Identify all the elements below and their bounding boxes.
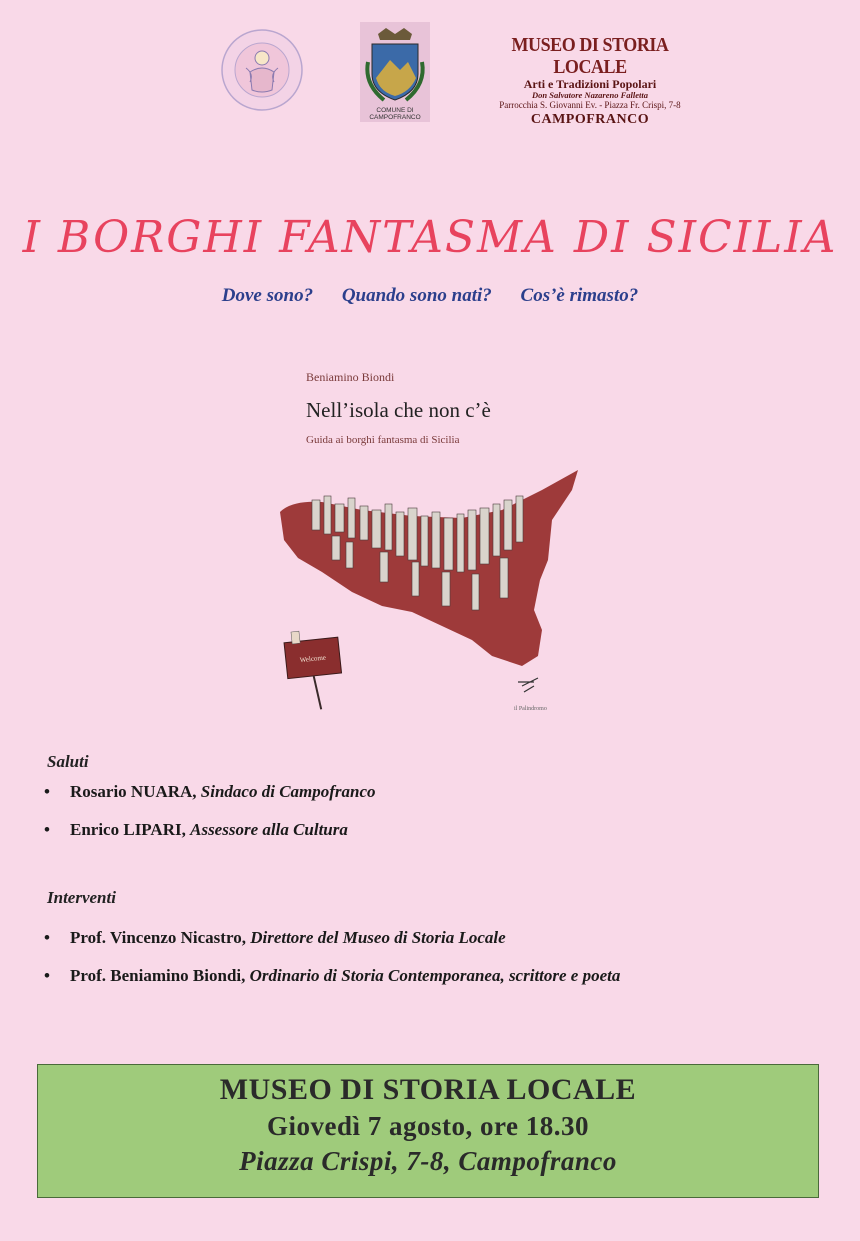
svg-text:CAMPOFRANCO: CAMPOFRANCO — [369, 114, 421, 121]
museum-header — [470, 34, 710, 128]
speaker-role: Sindaco di Campofranco — [200, 782, 376, 801]
speaker-role: Ordinario di Storia Contemporanea, scrittore e poeta — [249, 966, 621, 985]
speaker-name: Prof. Beniamino Biondi, — [70, 966, 246, 985]
museum-city: CAMPOFRANCO — [530, 112, 650, 128]
museum-name: MUSEO DI STORIA LOCALE — [511, 34, 669, 78]
museum-address: Parrocchia S. Giovanni Ev. - Piazza Fr. Crispi, 7-8 — [499, 99, 681, 110]
interventi-item-2 — [44, 966, 620, 986]
speaker-name: Prof. Vincenzo Nicastro, — [70, 928, 246, 947]
event-info-box — [37, 1064, 819, 1198]
event-address: Piazza Crispi, 7-8, Campofranco — [239, 1146, 617, 1176]
page-title: I BORGHI FANTASMA DI SICILIA — [22, 212, 838, 263]
interventi-heading: Interventi — [47, 888, 116, 907]
museum-founder: Don Salvatore Nazareno Falletta — [532, 90, 648, 101]
bullet-icon: • — [44, 820, 50, 839]
question-2: Quando sono nati? — [341, 285, 492, 306]
saluti-heading: Saluti — [47, 752, 89, 771]
museum-subtitle: Arti e Tradizioni Popolari — [523, 77, 657, 91]
publisher-logo-icon — [518, 678, 538, 692]
speaker-name: Enrico LIPARI, — [70, 820, 186, 839]
event-datetime: Giovedì 7 agosto, ore 18.30 — [267, 1111, 589, 1141]
book-author: Beniamino Biondi — [306, 370, 395, 384]
bullet-icon: • — [44, 782, 50, 801]
speaker-role: Direttore del Museo di Storia Locale — [250, 928, 506, 947]
comune-logo — [360, 22, 430, 122]
speaker-role: Assessore alla Cultura — [190, 820, 348, 839]
book-subtitle: Guida ai borghi fantasma di Sicilia — [306, 434, 460, 446]
questions — [0, 285, 860, 307]
publisher-name: il Palindromo — [514, 706, 547, 712]
question-3: Cos’è rimasto? — [520, 285, 639, 306]
interventi-item-1 — [44, 928, 506, 948]
speaker-name: Rosario NUARA, — [70, 782, 197, 801]
sicily-map-illustration — [272, 460, 592, 720]
sign-text: Welcome — [299, 653, 327, 665]
header-logos — [0, 20, 860, 130]
saluti-item-2 — [44, 820, 348, 840]
bullet-icon: • — [44, 928, 50, 947]
welcome-sign — [283, 627, 345, 712]
question-1: Dove sono? — [221, 285, 314, 306]
bullet-icon: • — [44, 966, 50, 985]
event-venue: MUSEO DI STORIA LOCALE — [219, 1073, 637, 1106]
parish-logo — [220, 28, 304, 112]
saluti-item-1 — [44, 782, 376, 802]
svg-text:COMUNE DI: COMUNE DI — [376, 107, 414, 114]
book-title: Nell’isola che non c’è — [306, 398, 491, 422]
